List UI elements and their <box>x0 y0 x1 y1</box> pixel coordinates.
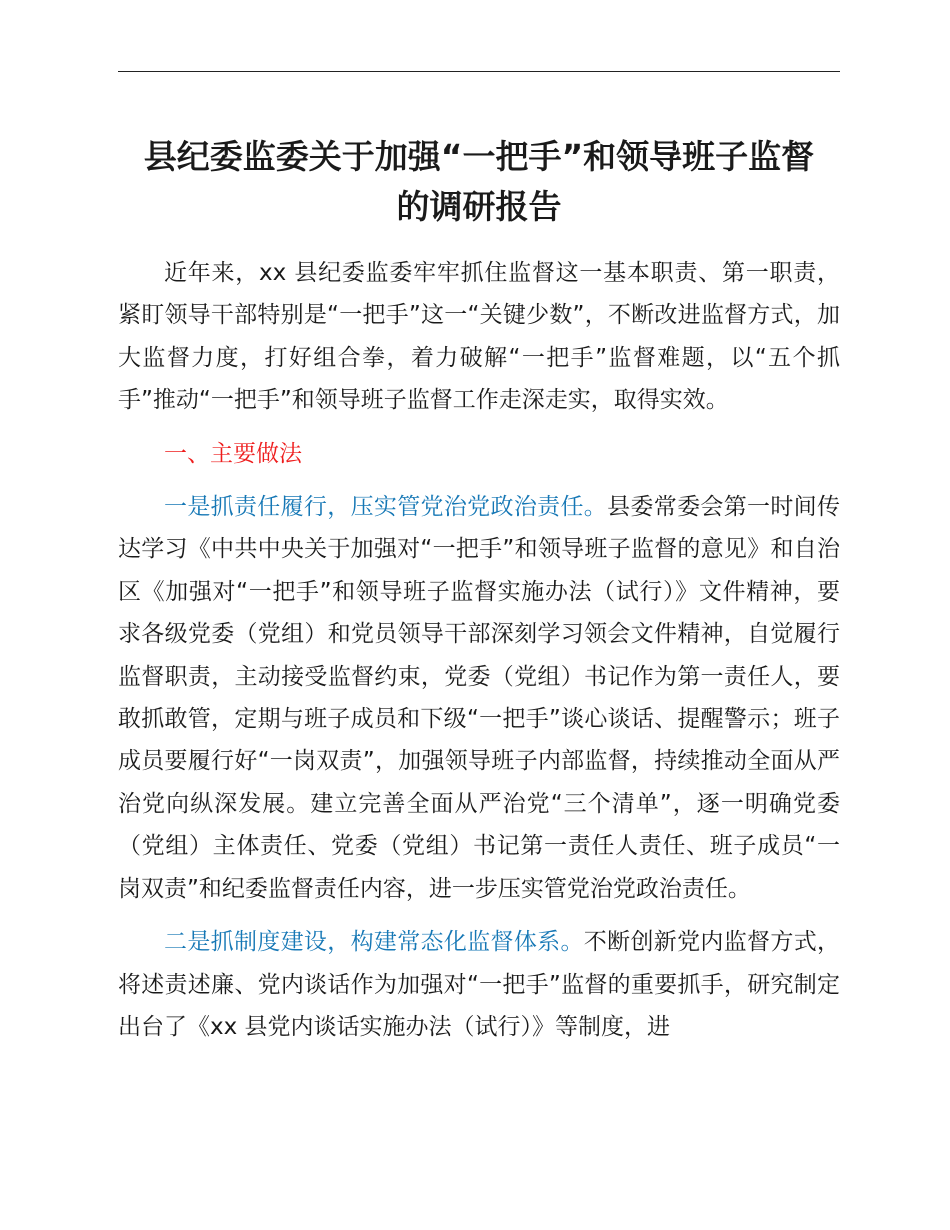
page-title <box>118 132 840 232</box>
point-2-body: 不断创新党内监督方式，将述责述廉、党内谈话作为加强对“一把手”监督的重要抓手，研究制定出台了《xx 县党内谈话实施办法（试行）》等制度，进 <box>118 929 841 1040</box>
point-1-body: 县委常委会第一时间传达学习《中共中央关于加强对“一把手”和领导班子监督的意见》和自治区《加强对“一把手”和领导班子监督实施办法（试行）》文件精神，要求各级党委（党组）和党员领导干部深刻学习领会文件精神，自觉履行监督职责，主动接受监督约束，党委（党组）书记作为第一责任人，要敢抓敢管，定期与班子成员和下级“一把手”谈心谈话、提醒警示；班子成员要履行好“一岗双责”，加强领导班子内部监督，持续推动全面从严治党向纵深发展。建立完善全面从严治党“三个清单”，逐一明确党委（党组）主体责任、党委（党组）书记第一责任人责任、班子成员“一岗双责”和纪委监督责任内容，进一步压实管党治党政治责任。 <box>118 494 841 902</box>
point-2-paragraph <box>118 921 840 1048</box>
title-line-2: 的调研报告 <box>396 187 562 226</box>
point-1-lead: 一是抓责任履行，压实管党治党政治责任。 <box>164 494 608 521</box>
intro-paragraph: 近年来，xx 县纪委监委牢牢抓住监督这一基本职责、第一职责，紧盯领导干部特别是“一把手”这一“关键少数”，不断改进监督方式，加大监督力度，打好组合拳，着力破解“一把手”监督难题，以“五个抓手”推动“一把手”和领导班子监督工作走深走实，取得实效。 <box>118 260 840 414</box>
point-2-lead: 二是抓制度建设，构建常态化监督体系。 <box>164 929 584 956</box>
title-line-1: 县纪委监委关于加强“一把手”和领导班子监督 <box>143 137 815 176</box>
point-1-paragraph <box>118 486 840 910</box>
document-body <box>118 252 840 1059</box>
section-heading: 一、主要做法 <box>164 440 302 467</box>
header-rule <box>118 71 840 72</box>
